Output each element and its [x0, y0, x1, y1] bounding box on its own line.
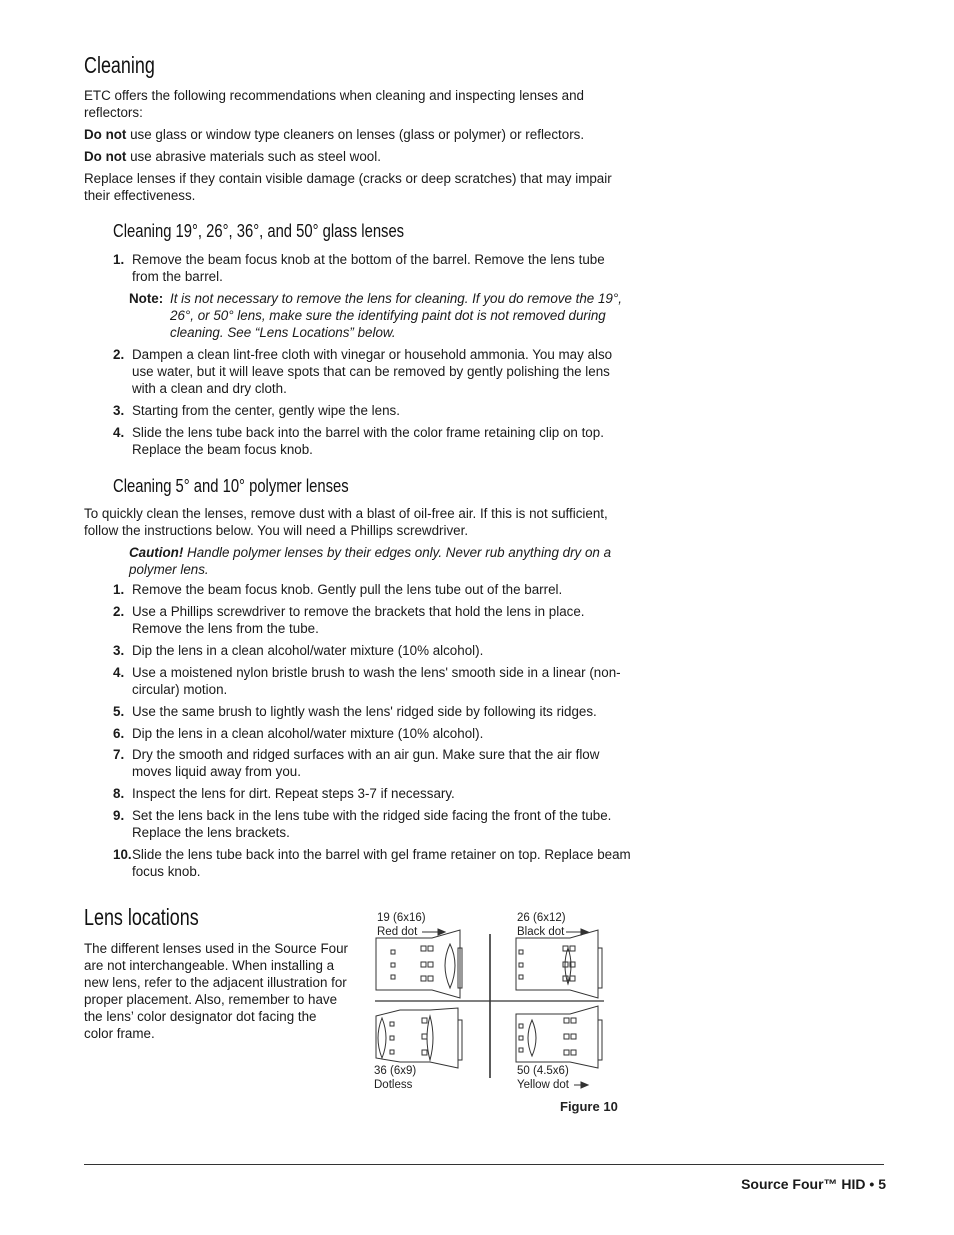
q50-dot-label: Yellow dot: [517, 1079, 570, 1091]
note-text: It is not necessary to remove the lens for cleaning. If you do remove the 19°, 26°, or 50° lens, make sure the identifying paint dot is not removed during cleaning. See “Lens Locations” below.: [170, 291, 622, 340]
q26-label: 26 (6x12): [517, 912, 566, 924]
q36-dot-label: Dotless: [374, 1079, 413, 1091]
polymer-lenses-heading: Cleaning 5° and 10° polymer lenses: [113, 475, 349, 496]
caution-label: Caution!: [129, 545, 184, 560]
lens-locations-heading: Lens locations: [84, 904, 199, 930]
do-not-1: [84, 126, 636, 143]
do-not-label: Do not: [84, 149, 127, 164]
do-not-2: [84, 148, 636, 165]
q19-dot-label: Red dot: [377, 926, 418, 938]
lens-diagram: [370, 908, 620, 1113]
replace-lenses: [84, 170, 636, 204]
replace-text: Replace lenses if they contain visible damage (cracks or deep scratches) that may impair their effectiveness.: [84, 171, 612, 203]
cleaning-intro: [84, 87, 636, 121]
lens-figure: [370, 908, 620, 1113]
cleaning-heading: Cleaning: [84, 52, 155, 78]
glass-lenses-heading: Cleaning 19°, 26°, 36°, and 50° glass lenses: [113, 220, 405, 241]
caution: [129, 544, 634, 578]
q36-label: 36 (6x9): [374, 1065, 417, 1077]
q26-dot-label: Black dot: [517, 926, 565, 938]
polymer-intro: To quickly clean the lenses, remove dust with a blast of oil-free air. If this is not sufficient, follow the instructions below. You will need a Phillips screwdriver.: [84, 506, 608, 538]
figure-caption: Figure 10: [560, 1099, 618, 1114]
do-not-label: Do not: [84, 127, 127, 142]
q50-label: 50 (4.5x6): [517, 1065, 569, 1077]
page-footer: Source Four™ HID • 5: [741, 1176, 886, 1192]
do-not-text: use abrasive materials such as steel wool.: [126, 149, 381, 164]
note-label: Note:: [129, 291, 164, 306]
caution-text: Handle polymer lenses by their edges only. Never rub anything dry on a polymer lens.: [129, 545, 612, 577]
lens-locations-text: The different lenses used in the Source Four are not interchangeable. When installing a new lens, refer to the adjacent illustration for proper placement. Also, remember to have the lens’ color designator dot facing the color frame.: [84, 941, 349, 1041]
footer-rule: [84, 1164, 884, 1165]
do-not-text: use glass or window type cleaners on lenses (glass or polymer) or reflectors.: [126, 127, 585, 142]
q19-label: 19 (6x16): [377, 912, 426, 924]
intro-text: ETC offers the following recommendations when cleaning and inspecting lenses and reflectors:: [84, 88, 584, 120]
